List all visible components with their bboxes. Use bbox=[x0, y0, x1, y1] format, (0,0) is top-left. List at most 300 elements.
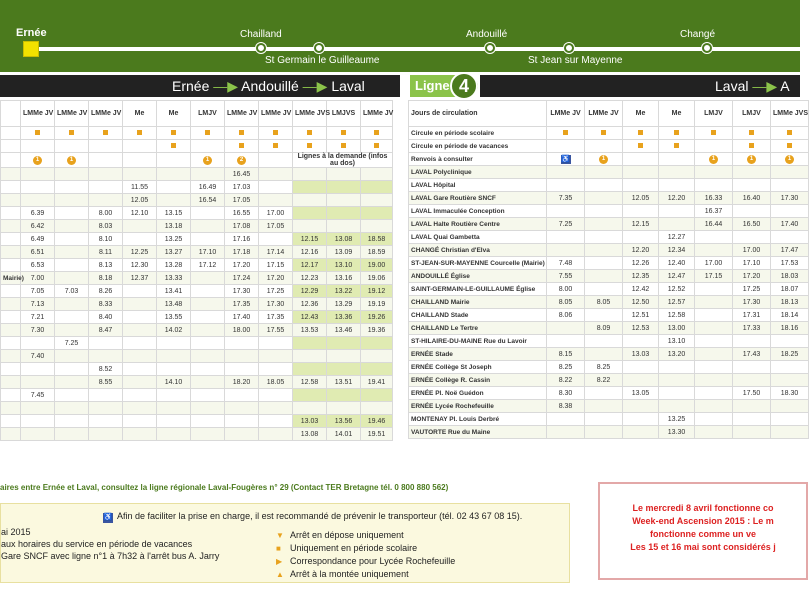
header-cell: LMMe JV bbox=[259, 101, 293, 127]
time-cell bbox=[55, 311, 89, 324]
connection-icon: ▶ bbox=[276, 557, 283, 566]
time-cell bbox=[123, 324, 157, 337]
scolaire-row bbox=[1, 127, 393, 140]
flag-cell bbox=[771, 127, 809, 140]
time-cell: 12.17 bbox=[293, 259, 327, 272]
time-cell: 19.19 bbox=[361, 298, 393, 311]
time-cell: 17.03 bbox=[225, 181, 259, 194]
header-cell: LMMe JV bbox=[21, 101, 55, 127]
legend-item: ■ Uniquement en période scolaire bbox=[276, 543, 418, 553]
time-cell bbox=[55, 350, 89, 363]
table-row bbox=[1, 415, 393, 428]
time-cell bbox=[259, 415, 293, 428]
route-line bbox=[30, 47, 800, 51]
time-cell bbox=[659, 361, 695, 374]
stop-name-cell: ERNÉE Pl. Noë Guédon bbox=[409, 387, 547, 400]
label-cell bbox=[1, 140, 21, 153]
flag-cell bbox=[123, 127, 157, 140]
pmr-note bbox=[103, 511, 522, 523]
time-cell: 12.53 bbox=[623, 322, 659, 335]
label-cell bbox=[1, 127, 21, 140]
time-cell bbox=[89, 415, 123, 428]
time-cell: 8.05 bbox=[585, 296, 623, 309]
time-cell: 12.05 bbox=[623, 192, 659, 205]
time-cell bbox=[89, 181, 123, 194]
time-cell: 7.30 bbox=[21, 324, 55, 337]
time-cell bbox=[123, 415, 157, 428]
time-cell bbox=[191, 285, 225, 298]
header-cell: LMMe JVS bbox=[293, 101, 327, 127]
time-cell bbox=[157, 428, 191, 441]
time-cell: 18.59 bbox=[361, 246, 393, 259]
note-line: ai 2015 bbox=[1, 527, 31, 537]
time-cell: 17.30 bbox=[771, 192, 809, 205]
time-cell: 17.40 bbox=[771, 218, 809, 231]
time-cell: 18.05 bbox=[259, 376, 293, 389]
flag-cell bbox=[191, 140, 225, 153]
time-cell bbox=[585, 218, 623, 231]
time-cell: 19.06 bbox=[361, 272, 393, 285]
time-cell bbox=[191, 168, 225, 181]
flag-cell bbox=[695, 127, 733, 140]
legend-item: ▼ Arrêt en dépose uniquement bbox=[276, 530, 404, 540]
time-cell: 13.48 bbox=[157, 298, 191, 311]
time-cell bbox=[733, 361, 771, 374]
time-cell: 12.15 bbox=[623, 218, 659, 231]
table-row bbox=[1, 376, 393, 389]
time-cell: 12.34 bbox=[659, 244, 695, 257]
time-cell bbox=[623, 231, 659, 244]
direction-via: Andouillé bbox=[241, 78, 299, 94]
flag-cell bbox=[327, 127, 361, 140]
time-cell: 18.16 bbox=[771, 322, 809, 335]
time-cell bbox=[695, 400, 733, 413]
time-cell: 13.00 bbox=[659, 322, 695, 335]
table-row bbox=[1, 194, 393, 207]
table-row bbox=[409, 387, 809, 400]
time-cell bbox=[585, 231, 623, 244]
time-cell bbox=[623, 374, 659, 387]
stop-name-cell: SAINT-GERMAIN-LE-GUILLAUME Église bbox=[409, 283, 547, 296]
alert-line: Week-end Ascension 2015 : Le m bbox=[632, 516, 774, 526]
stop-name-cell: ERNÉE Collège R. Cassin bbox=[409, 374, 547, 387]
time-cell bbox=[695, 348, 733, 361]
time-cell bbox=[191, 376, 225, 389]
flag-cell bbox=[547, 127, 585, 140]
time-cell bbox=[695, 296, 733, 309]
time-cell bbox=[623, 426, 659, 439]
flag-cell bbox=[733, 140, 771, 153]
time-cell: 7.40 bbox=[21, 350, 55, 363]
time-cell bbox=[89, 402, 123, 415]
flag-cell bbox=[659, 140, 695, 153]
time-cell: 18.58 bbox=[361, 233, 393, 246]
flag-cell bbox=[659, 153, 695, 166]
table-row bbox=[1, 233, 393, 246]
flag-cell bbox=[21, 127, 55, 140]
table-row bbox=[409, 283, 809, 296]
time-cell bbox=[259, 428, 293, 441]
time-cell bbox=[327, 181, 361, 194]
school-period-icon bbox=[787, 130, 792, 135]
table-row bbox=[409, 426, 809, 439]
time-cell bbox=[659, 166, 695, 179]
time-cell bbox=[695, 179, 733, 192]
time-cell: 17.30 bbox=[225, 285, 259, 298]
table-row bbox=[1, 311, 393, 324]
time-cell bbox=[89, 350, 123, 363]
time-cell bbox=[157, 337, 191, 350]
time-cell bbox=[659, 179, 695, 192]
time-cell bbox=[771, 231, 809, 244]
label-cell bbox=[1, 153, 21, 168]
flag-cell bbox=[327, 140, 361, 153]
flag-cell bbox=[21, 153, 55, 168]
stop-label-cell bbox=[1, 259, 21, 272]
time-cell: 8.30 bbox=[547, 387, 585, 400]
time-cell bbox=[733, 400, 771, 413]
time-cell bbox=[695, 283, 733, 296]
time-cell: 17.20 bbox=[733, 270, 771, 283]
time-cell: 12.47 bbox=[659, 270, 695, 283]
time-cell bbox=[659, 400, 695, 413]
stop-name-cell: LAVAL Immaculée Conception bbox=[409, 205, 547, 218]
time-cell bbox=[191, 207, 225, 220]
school-period-icon bbox=[638, 130, 643, 135]
time-cell bbox=[259, 233, 293, 246]
time-cell bbox=[733, 205, 771, 218]
time-cell: 8.55 bbox=[89, 376, 123, 389]
time-cell bbox=[157, 181, 191, 194]
flag-cell bbox=[55, 127, 89, 140]
time-cell: 12.35 bbox=[623, 270, 659, 283]
time-cell bbox=[585, 413, 623, 426]
flag-cell bbox=[21, 140, 55, 153]
time-cell bbox=[695, 413, 733, 426]
school-period-icon bbox=[749, 143, 754, 148]
header-cell: LMMe JV bbox=[585, 101, 623, 127]
school-period-icon bbox=[374, 130, 379, 135]
alert-line: Les 15 et 16 mai sont considérés j bbox=[630, 542, 776, 552]
pickup-icon: ▲ bbox=[276, 570, 284, 579]
time-cell: 13.53 bbox=[293, 324, 327, 337]
school-period-icon bbox=[239, 130, 244, 135]
time-cell bbox=[123, 363, 157, 376]
time-cell bbox=[623, 400, 659, 413]
time-cell bbox=[659, 205, 695, 218]
time-cell: 13.22 bbox=[327, 285, 361, 298]
stop-name-cell: MONTENAY Pl. Louis Derbré bbox=[409, 413, 547, 426]
time-cell: 17.15 bbox=[259, 259, 293, 272]
time-cell bbox=[123, 311, 157, 324]
time-cell: 19.51 bbox=[361, 428, 393, 441]
time-cell: 13.55 bbox=[157, 311, 191, 324]
stop-name-cell: CHAILLAND Stade bbox=[409, 309, 547, 322]
school-period-icon bbox=[273, 130, 278, 135]
station-andouille: Andouillé bbox=[466, 29, 508, 40]
time-cell bbox=[225, 389, 259, 402]
flag-cell bbox=[659, 127, 695, 140]
flag-cell bbox=[259, 153, 293, 168]
time-cell: 16.45 bbox=[225, 168, 259, 181]
time-cell: 17.50 bbox=[733, 387, 771, 400]
time-cell: 8.11 bbox=[89, 246, 123, 259]
header-cell: LMJV bbox=[191, 101, 225, 127]
time-cell: 7.45 bbox=[21, 389, 55, 402]
time-cell: 14.01 bbox=[327, 428, 361, 441]
stop-label-cell bbox=[1, 220, 21, 233]
table-row bbox=[409, 374, 809, 387]
school-period-icon bbox=[341, 130, 346, 135]
flag-cell bbox=[123, 153, 157, 168]
time-cell bbox=[123, 428, 157, 441]
time-cell bbox=[659, 218, 695, 231]
time-cell bbox=[585, 244, 623, 257]
time-cell bbox=[361, 207, 393, 220]
time-cell: 17.05 bbox=[225, 194, 259, 207]
time-cell: 13.25 bbox=[659, 413, 695, 426]
time-cell: 7.00 bbox=[21, 272, 55, 285]
school-period-icon bbox=[171, 143, 176, 148]
time-cell bbox=[55, 233, 89, 246]
time-cell bbox=[191, 272, 225, 285]
flag-cell bbox=[123, 140, 157, 153]
stop-label-cell bbox=[1, 298, 21, 311]
time-cell bbox=[585, 192, 623, 205]
time-cell bbox=[547, 426, 585, 439]
renvoi-icon: 1 bbox=[599, 155, 608, 164]
renvoi-icon: 2 bbox=[237, 156, 246, 165]
arrow-icon: —▶ bbox=[752, 78, 778, 94]
time-cell bbox=[623, 335, 659, 348]
flag-cell bbox=[547, 140, 585, 153]
time-cell bbox=[695, 387, 733, 400]
stop-label-cell bbox=[1, 246, 21, 259]
table-row bbox=[409, 413, 809, 426]
time-cell bbox=[361, 181, 393, 194]
time-cell: 17.40 bbox=[225, 311, 259, 324]
time-cell: 13.25 bbox=[157, 233, 191, 246]
stop-name-cell: LAVAL Hôpital bbox=[409, 179, 547, 192]
stop-label-cell bbox=[1, 389, 21, 402]
stop-label-cell bbox=[1, 350, 21, 363]
alert-line: fonctionne comme un ve bbox=[649, 529, 756, 539]
header-cell: LMJV bbox=[733, 101, 771, 127]
time-cell: 12.27 bbox=[659, 231, 695, 244]
time-cell bbox=[89, 428, 123, 441]
time-cell bbox=[771, 166, 809, 179]
time-cell bbox=[55, 168, 89, 181]
time-cell bbox=[623, 166, 659, 179]
time-cell bbox=[695, 231, 733, 244]
time-cell: 8.38 bbox=[547, 400, 585, 413]
flag-cell bbox=[191, 127, 225, 140]
time-cell bbox=[771, 400, 809, 413]
time-cell: 17.20 bbox=[259, 272, 293, 285]
time-cell: 8.05 bbox=[547, 296, 585, 309]
table-row bbox=[1, 285, 393, 298]
time-cell: 8.40 bbox=[89, 311, 123, 324]
table-row bbox=[409, 179, 809, 192]
flag-cell bbox=[361, 127, 393, 140]
flag-cell bbox=[695, 140, 733, 153]
time-cell bbox=[123, 233, 157, 246]
time-cell bbox=[55, 181, 89, 194]
header-row bbox=[1, 101, 393, 127]
time-cell: 7.05 bbox=[21, 285, 55, 298]
time-cell bbox=[55, 363, 89, 376]
time-cell: 7.55 bbox=[547, 270, 585, 283]
time-cell: 13.03 bbox=[623, 348, 659, 361]
time-cell bbox=[327, 350, 361, 363]
time-cell: 13.10 bbox=[659, 335, 695, 348]
time-cell bbox=[361, 220, 393, 233]
time-cell bbox=[293, 194, 327, 207]
stop-name-cell: LAVAL Polyclinique bbox=[409, 166, 547, 179]
direction-to: A bbox=[780, 78, 790, 94]
time-cell: 8.06 bbox=[547, 309, 585, 322]
flag-cell bbox=[89, 127, 123, 140]
time-cell: 17.30 bbox=[733, 296, 771, 309]
header-cell: Me bbox=[123, 101, 157, 127]
table-row bbox=[1, 324, 393, 337]
time-cell: 13.05 bbox=[623, 387, 659, 400]
time-cell bbox=[225, 337, 259, 350]
stop-name-cell: ANDOUILLÉ Église bbox=[409, 270, 547, 283]
time-cell: 12.37 bbox=[123, 272, 157, 285]
time-cell bbox=[293, 389, 327, 402]
time-cell bbox=[259, 337, 293, 350]
table-row bbox=[409, 348, 809, 361]
time-cell bbox=[89, 337, 123, 350]
time-cell: 17.12 bbox=[191, 259, 225, 272]
table-row bbox=[1, 350, 393, 363]
time-cell bbox=[21, 337, 55, 350]
table-row bbox=[409, 335, 809, 348]
time-cell: 12.58 bbox=[293, 376, 327, 389]
time-cell bbox=[547, 179, 585, 192]
time-cell: 19.36 bbox=[361, 324, 393, 337]
time-cell bbox=[157, 415, 191, 428]
time-cell bbox=[259, 168, 293, 181]
flag-cell bbox=[259, 140, 293, 153]
time-cell: 13.08 bbox=[293, 428, 327, 441]
time-cell: 8.26 bbox=[89, 285, 123, 298]
time-cell: 7.25 bbox=[547, 218, 585, 231]
time-cell bbox=[157, 168, 191, 181]
time-cell bbox=[259, 350, 293, 363]
time-cell bbox=[123, 337, 157, 350]
school-period-icon bbox=[374, 143, 379, 148]
flag-cell bbox=[361, 140, 393, 153]
time-cell bbox=[547, 166, 585, 179]
time-cell bbox=[191, 324, 225, 337]
time-cell: 14.10 bbox=[157, 376, 191, 389]
time-cell bbox=[55, 298, 89, 311]
table-row bbox=[1, 246, 393, 259]
table-row bbox=[409, 257, 809, 270]
table-row bbox=[409, 218, 809, 231]
stop-label-cell bbox=[1, 233, 21, 246]
time-cell: 7.03 bbox=[55, 285, 89, 298]
header-cell: Me bbox=[659, 101, 695, 127]
station-chailland: Chailland bbox=[240, 29, 282, 40]
time-cell: 13.56 bbox=[327, 415, 361, 428]
stop-name-cell: ERNÉE Lycée Rochefeuille bbox=[409, 400, 547, 413]
wheelchair-icon: ♿ bbox=[103, 514, 113, 521]
stop-marker-chailland bbox=[256, 43, 266, 53]
stop-name-cell: CHANGÉ Christian d'Elva bbox=[409, 244, 547, 257]
time-cell bbox=[547, 335, 585, 348]
time-cell bbox=[361, 168, 393, 181]
school-period-icon bbox=[563, 130, 568, 135]
time-cell bbox=[123, 298, 157, 311]
flag-cell bbox=[733, 153, 771, 166]
time-cell: 14.02 bbox=[157, 324, 191, 337]
time-cell: 13.08 bbox=[327, 233, 361, 246]
time-cell bbox=[327, 389, 361, 402]
time-cell: 8.09 bbox=[585, 322, 623, 335]
time-cell: 17.55 bbox=[259, 324, 293, 337]
time-cell: 17.10 bbox=[191, 246, 225, 259]
time-cell: 12.26 bbox=[623, 257, 659, 270]
vacances-row bbox=[409, 140, 809, 153]
time-cell: 17.18 bbox=[225, 246, 259, 259]
table-row bbox=[1, 259, 393, 272]
stop-name-cell: VAUTORTE Rue du Maine bbox=[409, 426, 547, 439]
flag-cell bbox=[55, 153, 89, 168]
time-cell bbox=[191, 337, 225, 350]
time-cell: 6.51 bbox=[21, 246, 55, 259]
time-cell bbox=[21, 415, 55, 428]
stop-marker-change bbox=[702, 43, 712, 53]
time-cell bbox=[293, 207, 327, 220]
table-row bbox=[409, 361, 809, 374]
time-cell bbox=[191, 402, 225, 415]
time-cell: 12.05 bbox=[123, 194, 157, 207]
note-line: Gare SNCF avec ligne n°1 à 7h32 à l'arrêt bus A. Jarry bbox=[1, 551, 220, 561]
time-cell bbox=[327, 363, 361, 376]
time-cell bbox=[225, 428, 259, 441]
time-cell: 7.13 bbox=[21, 298, 55, 311]
stop-name-cell: CHAILLAND Mairie bbox=[409, 296, 547, 309]
time-cell bbox=[55, 194, 89, 207]
time-cell: 8.18 bbox=[89, 272, 123, 285]
time-cell: 16.54 bbox=[191, 194, 225, 207]
time-cell bbox=[585, 270, 623, 283]
stop-label-cell bbox=[1, 311, 21, 324]
table-row bbox=[409, 231, 809, 244]
drop-off-icon: ▼ bbox=[276, 531, 284, 540]
header-cell: LMMe JV bbox=[547, 101, 585, 127]
time-cell: 17.35 bbox=[225, 298, 259, 311]
time-cell: 12.30 bbox=[123, 259, 157, 272]
time-cell: 18.25 bbox=[771, 348, 809, 361]
school-period-icon bbox=[307, 130, 312, 135]
time-cell: 8.25 bbox=[547, 361, 585, 374]
flag-cell bbox=[585, 153, 623, 166]
time-cell: 12.25 bbox=[123, 246, 157, 259]
time-cell: 19.26 bbox=[361, 311, 393, 324]
direction-from: Laval bbox=[715, 78, 749, 94]
time-cell: 12.57 bbox=[659, 296, 695, 309]
time-cell: 17.16 bbox=[225, 233, 259, 246]
stop-name-cell: LAVAL Quai Gambetta bbox=[409, 231, 547, 244]
time-cell: 17.00 bbox=[695, 257, 733, 270]
time-cell bbox=[695, 309, 733, 322]
time-cell: 7.21 bbox=[21, 311, 55, 324]
time-cell bbox=[695, 426, 733, 439]
